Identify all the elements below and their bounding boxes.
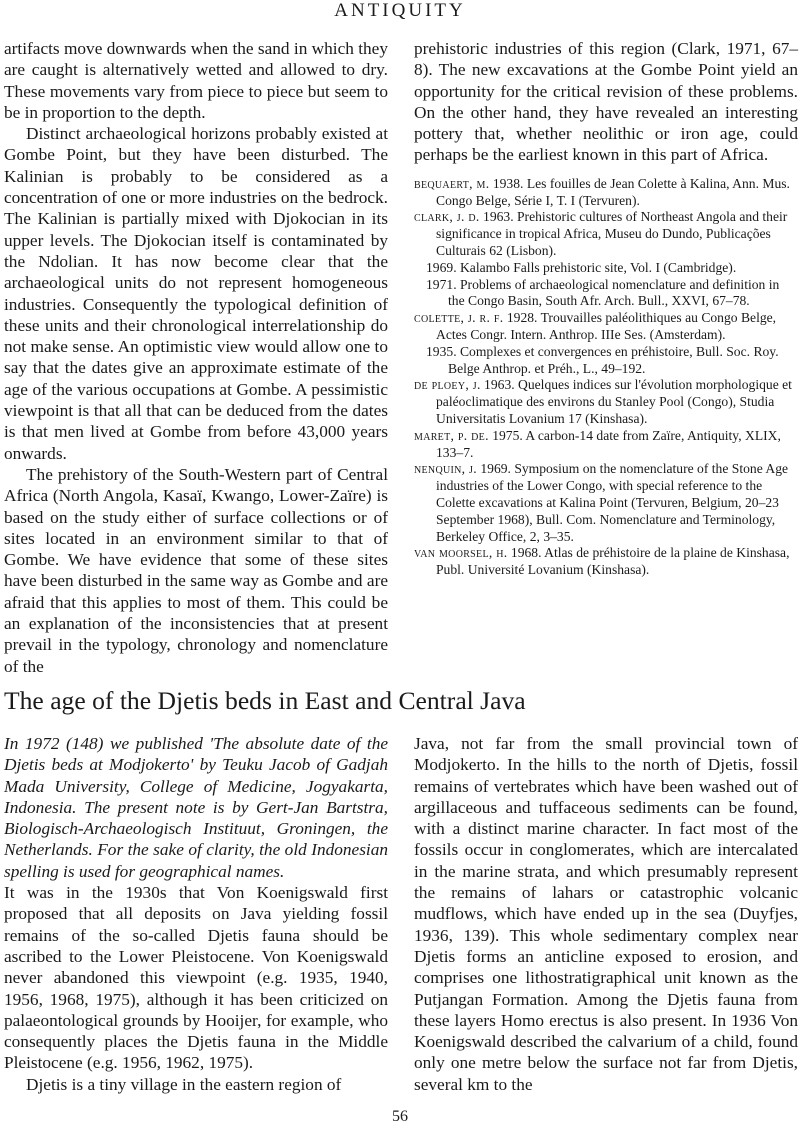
reference-text: 1975. A carbon-14 date from Zaïre, Antiquity, XLIX, 133–7. <box>436 427 781 460</box>
paragraph: It was in the 1930s that Von Koenigswald first proposed that all deposits on Java yielding fossil remains of the so-called Djetis fauna should be ascribed to the Lower Pleistocene. Von Koenigswald never abandoned this viewpoint (e.g. 1935, 1940, 1956, 1968, 1975), although it has been criticized on palaeontological grounds by Hooijer, for example, who consequently places the Djetis fauna in the Middle Pleistocene (e.g. 1956, 1962, 1975). <box>4 883 388 1073</box>
page-number: 56 <box>392 1108 408 1125</box>
reference-item <box>414 260 798 277</box>
reference-item <box>414 209 798 259</box>
reference-text: 1971. Problems of archaeological nomenclature and definition in the Congo Basin, South Afr. Arch. Bull., XXVI, 67–78. <box>426 276 780 309</box>
editorial-intro: In 1972 (148) we published 'The absolute date of the Djetis beds at Modjokerto' by Teuku Jacob of Gadjah Mada University, College of Medicine, Jogyakarta, Indonesia. The present note is by Gert-Jan Bartstra, Biologisch-Archaeologisch Instituut, Groningen, the Netherlands. For the sake of clarity, the old Indonesian spelling is used for geographical names. <box>4 734 388 881</box>
reference-text: 1935. Complexes et convergences en préhistoire, Bull. Soc. Roy. Belge Anthrop. et Préh., L., 49–192. <box>426 343 779 376</box>
reference-author: colette, j. r. f. <box>414 310 504 326</box>
reference-text: 1963. Prehistoric cultures of Northeast Angola and their significance in tropical Africa, Museu do Dundo, Publicações Culturais 62 (Lisbon). <box>436 209 788 258</box>
paragraph: Java, not far from the small provincial town of Modjokerto. In the hills to the north of Djetis, fossil remains of vertebrates which have been washed out of argillaceous and tuffaceous sediments can be found, with a distinct marine character. In fact most of the fossils occur in conglomerates, which are intercalated in the marine strata, and which presumably represent the remains of lahars or catastrophic volcanic mudflows, which have ended up in the sea (Duyfjes, 1936, 139). This whole sedimentary complex near Djetis forms an anticline exposed to erosion, and comprises one lithostratigraphical unit known as the Putjangan Formation. Among the Djetis fauna from these layers Homo erectus is also present. In 1936 Von Koenigswald described the calvarium of a child, found only one metre below the surface not far from Djetis, several km to the <box>414 734 798 1094</box>
reference-text: 1928. Trouvailles paléolithiques au Congo Belge, Actes Congr. Intern. Anthrop. IIIe Ses. (Amsterdam). <box>436 310 777 342</box>
left-column-bottom <box>4 733 388 1095</box>
article-title: The age of the Djetis beds in East and Central Java <box>4 686 526 715</box>
reference-text: 1969. Symposium on the nomenclature of the Stone Age industries of the Lower Congo, with special reference to the Colette excavations at Kalina Point (Tervuren, Belgium, 20–23 September 1968), Bull. Com. Nomenclature and Terminology, Berkeley Office, 2, 3–35. <box>436 461 789 544</box>
running-head: ANTIQUITY <box>334 0 466 21</box>
reference-text: 1969. Kalambo Falls prehistoric site, Vol. I (Cambridge). <box>426 259 737 275</box>
reference-text: 1963. Quelques indices sur l'évolution morphologique et paléoclimatique des environs du Stanley Pool (Congo), Studia Universitatis Lovanium 17 (Kinshasa). <box>436 377 792 426</box>
paragraph: Distinct archaeological horizons probably existed at Gombe Point, but they have been disturbed. The Kalinian is probably to be considered as a concentration of one or more industries on the bedrock. The Kalinian is partially mixed with Djokocian in its upper levels. The Djokocian itself is contaminated by the Ndolian. It has now become clear that the archaeological units do not represent homogeneous industries. Consequently the typological definition of these units and their chronological interrelationship do not make sense. An optimistic view would allow one to say that the dates give an approximate estimate of the age of the various occupations at Gombe. A pessimistic viewpoint is that all that can be deduced from the dates is that men lived at Gombe from before 43,000 years onwards. <box>4 124 388 463</box>
reference-author: van moorsel, h. <box>414 545 508 561</box>
reference-item <box>414 545 798 579</box>
reference-text: 1938. Les fouilles de Jean Colette à Kalina, Ann. Mus. Congo Belge, Série I, T. I (Tervuren). <box>436 175 790 208</box>
reference-item <box>414 310 798 344</box>
reference-item <box>414 428 798 462</box>
reference-item <box>414 461 798 545</box>
reference-item <box>414 176 798 210</box>
reference-author: nenquin, j. <box>414 461 477 477</box>
reference-author: de ploey, j. <box>414 377 481 393</box>
paragraph: The prehistory of the South-Western part of Central Africa (North Angola, Kasaï, Kwango, Lower-Zaïre) is based on the study either of surface collections or of sites located in an environment similar to that of Gombe. We have evidence that some of these sites have been disturbed in the same way as Gombe and are afraid that this applies to most of them. This could be an explanation of the inconsistencies that at present prevail in the typology, chronology and nomenclature of the <box>4 464 388 676</box>
reference-list <box>414 176 798 579</box>
reference-author: bequaert, m. <box>414 175 490 191</box>
left-column-top <box>4 38 388 677</box>
paragraph: prehistoric industries of this region (Clark, 1971, 67–8). The new excavations at the Gombe Point yield an opportunity for the critical revision of these problems. On the other hand, they have revealed an interesting pottery that, whether neolithic or iron age, could perhaps be the earliest known in this part of Africa. <box>414 39 798 165</box>
right-column-bottom <box>414 733 798 1095</box>
reference-item <box>414 377 798 427</box>
paragraph: artifacts move downwards when the sand in which they are caught is alternatively wetted and allowed to dry. These movements vary from piece to piece but seem to be in proportion to the depth. <box>4 39 388 122</box>
paragraph: Djetis is a tiny village in the eastern region of <box>26 1074 342 1094</box>
right-column-top <box>414 38 798 579</box>
reference-item <box>414 344 798 378</box>
reference-author: maret, p. de. <box>414 427 489 443</box>
reference-text: 1968. Atlas de préhistoire de la plaine de Kinshasa, Publ. Université Lovanium (Kinshasa). <box>436 545 790 578</box>
reference-author: clark, j. d. <box>414 209 480 225</box>
reference-item <box>414 277 798 311</box>
